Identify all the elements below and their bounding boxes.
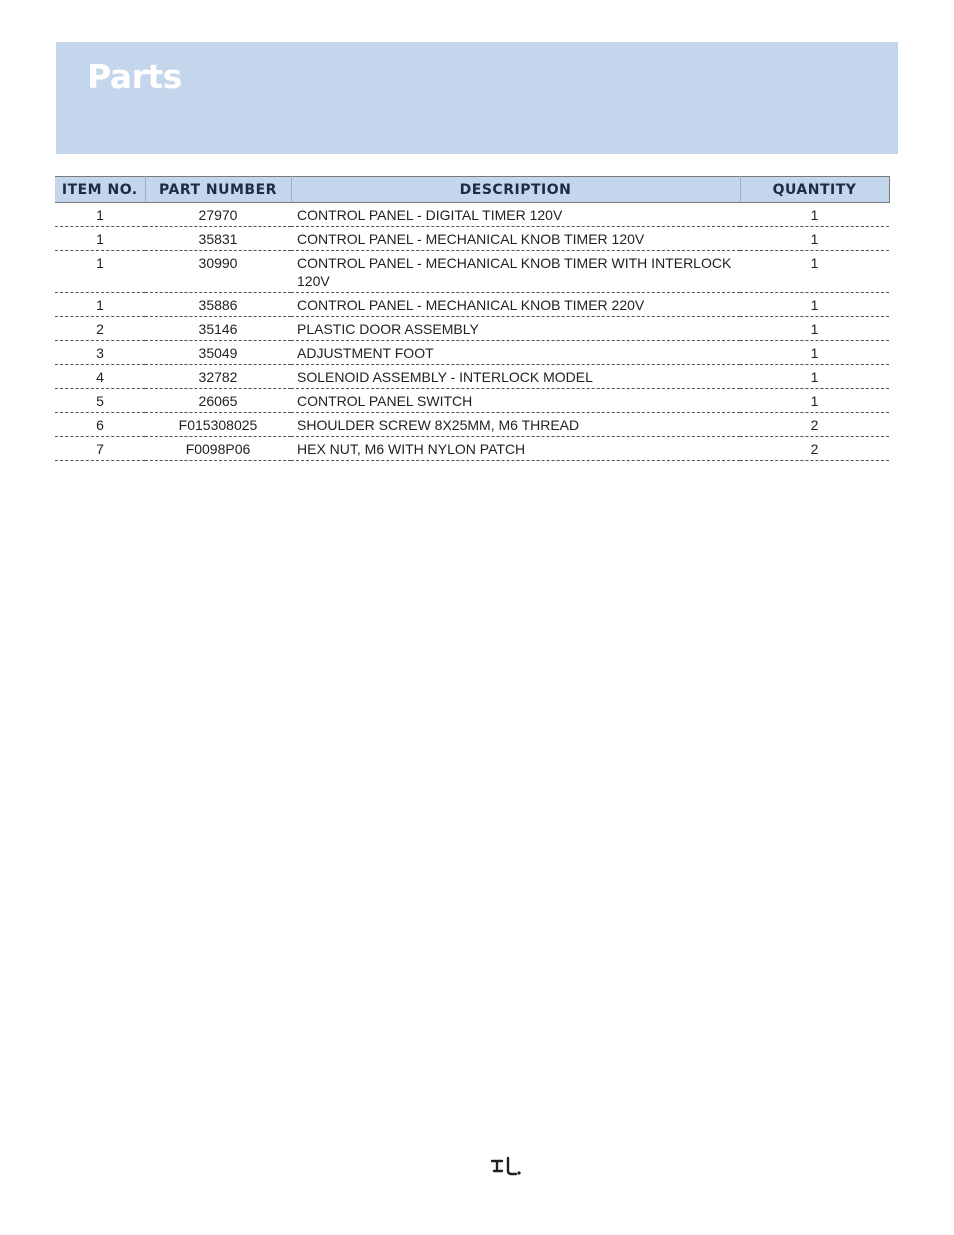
table-row <box>55 227 889 251</box>
column-header-item-no: ITEM NO. <box>55 177 145 203</box>
table-row <box>55 413 889 437</box>
brand-logo-icon <box>490 1155 522 1177</box>
part-number-cell: F0098P06 <box>145 437 291 461</box>
table-header-row <box>55 177 889 203</box>
item-no-cell: 4 <box>55 365 145 389</box>
quantity-cell: 1 <box>740 389 889 413</box>
column-header-part-number: PART NUMBER <box>145 177 291 203</box>
header-band <box>56 42 898 154</box>
table-row <box>55 203 889 227</box>
part-number-cell: 35049 <box>145 341 291 365</box>
quantity-cell: 1 <box>740 293 889 317</box>
table-row <box>55 341 889 365</box>
item-no-cell: 7 <box>55 437 145 461</box>
description-cell: CONTROL PANEL - MECHANICAL KNOB TIMER 220V <box>291 293 740 317</box>
table-row <box>55 293 889 317</box>
description-cell: CONTROL PANEL SWITCH <box>291 389 740 413</box>
table-row <box>55 437 889 461</box>
item-no-cell: 1 <box>55 227 145 251</box>
column-header-description: DESCRIPTION <box>291 177 740 203</box>
part-number-cell: 30990 <box>145 251 291 293</box>
parts-table <box>55 176 890 461</box>
item-no-cell: 5 <box>55 389 145 413</box>
part-number-cell: 26065 <box>145 389 291 413</box>
part-number-cell: 35831 <box>145 227 291 251</box>
item-no-cell: 2 <box>55 317 145 341</box>
part-number-cell: 35146 <box>145 317 291 341</box>
part-number-cell: F015308025 <box>145 413 291 437</box>
item-no-cell: 1 <box>55 293 145 317</box>
item-no-cell: 6 <box>55 413 145 437</box>
table-row <box>55 365 889 389</box>
description-cell: ADJUSTMENT FOOT <box>291 341 740 365</box>
quantity-cell: 1 <box>740 341 889 365</box>
description-cell: CONTROL PANEL - MECHANICAL KNOB TIMER WITH INTERLOCK 120V <box>291 251 740 293</box>
part-number-cell: 32782 <box>145 365 291 389</box>
table-row <box>55 317 889 341</box>
column-header-quantity: QUANTITY <box>740 177 889 203</box>
quantity-cell: 1 <box>740 227 889 251</box>
item-no-cell: 1 <box>55 203 145 227</box>
part-number-cell: 35886 <box>145 293 291 317</box>
description-cell: SHOULDER SCREW 8X25MM, M6 THREAD <box>291 413 740 437</box>
description-cell: CONTROL PANEL - MECHANICAL KNOB TIMER 120V <box>291 227 740 251</box>
description-cell: HEX NUT, M6 WITH NYLON PATCH <box>291 437 740 461</box>
page-title: Parts <box>87 57 182 96</box>
table-row <box>55 389 889 413</box>
quantity-cell: 1 <box>740 251 889 293</box>
table-row <box>55 251 889 293</box>
description-cell: PLASTIC DOOR ASSEMBLY <box>291 317 740 341</box>
part-number-cell: 27970 <box>145 203 291 227</box>
item-no-cell: 3 <box>55 341 145 365</box>
quantity-cell: 1 <box>740 203 889 227</box>
quantity-cell: 1 <box>740 365 889 389</box>
description-cell: SOLENOID ASSEMBLY - INTERLOCK MODEL <box>291 365 740 389</box>
description-cell: CONTROL PANEL - DIGITAL TIMER 120V <box>291 203 740 227</box>
quantity-cell: 1 <box>740 317 889 341</box>
quantity-cell: 2 <box>740 437 889 461</box>
item-no-cell: 1 <box>55 251 145 293</box>
quantity-cell: 2 <box>740 413 889 437</box>
